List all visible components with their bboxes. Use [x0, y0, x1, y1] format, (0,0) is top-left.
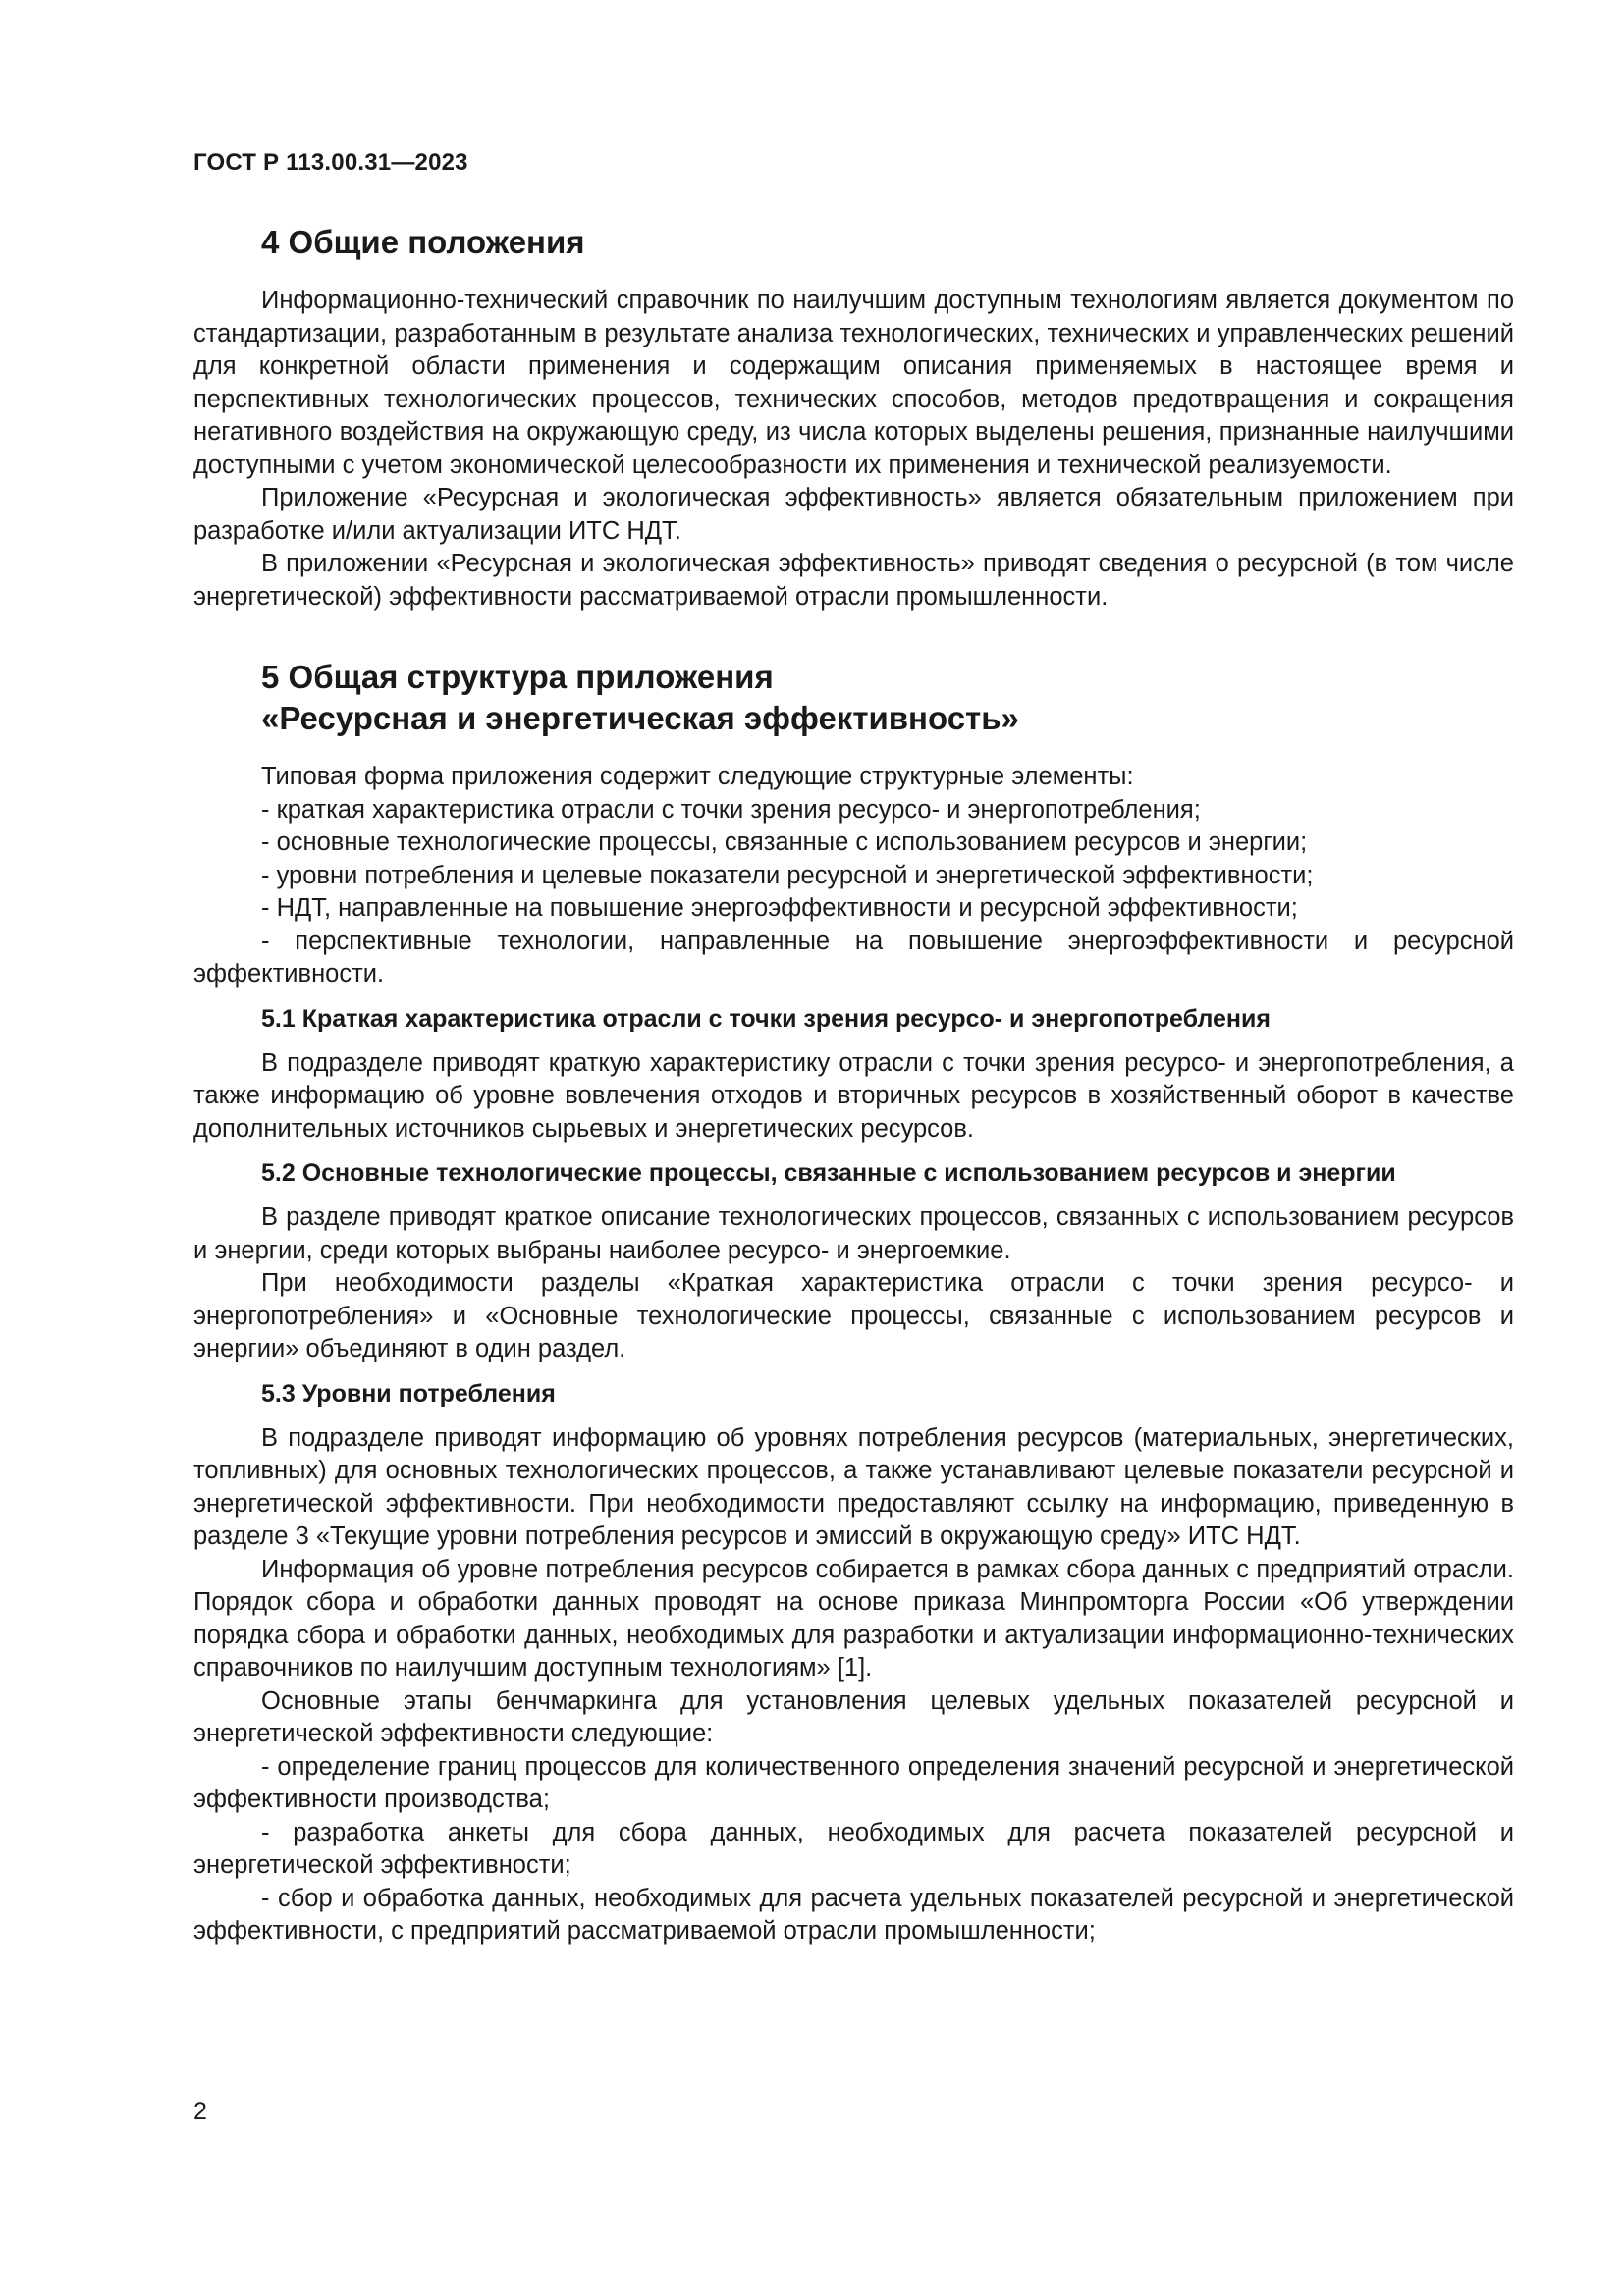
subsection-5-3-list-item: - сбор и обработка данных, необходимых для расчета удельных показателей ресурсной и энергетической эффективности, с предприятий рассматриваемой отрасли промышленности;: [193, 1884, 1514, 1945]
subsection-5-2-paragraph-2: При необходимости разделы «Краткая характеристика отрасли с точки зрения ресурсо- и энергопотребления» и «Основные технологические процессы, связанные с использованием ресурсов и энергии» объединяют в один раздел.: [193, 1269, 1514, 1362]
subsection-5-3-paragraph-1: В подразделе приводят информацию об уровнях потребления ресурсов (материальных, энергетических, топливных) для основных технологических процессов, а также устанавливают целевые показатели ресурсной и энергетической эффективности. При необходимости предоставляют ссылку на информацию, приведенную в разделе 3 «Текущие уровни потребления ресурсов и эмиссий в окружающую среду» ИТС НДТ.: [193, 1423, 1514, 1550]
section-4-title: 4 Общие положения: [261, 224, 585, 260]
section-5-title-line-1: 5 Общая структура приложения: [261, 659, 774, 695]
page-content: [193, 222, 1514, 1949]
section-4-paragraph-3: В приложении «Ресурсная и экологическая эффективность» приводят сведения о ресурсной (в том числе энергетической) эффективности рассматриваемой отрасли промышленности.: [193, 550, 1514, 611]
section-5-intro: Типовая форма приложения содержит следующие структурные элементы:: [261, 763, 1134, 790]
subsection-5-3-list-item: - разработка анкеты для сбора данных, необходимых для расчета показателей ресурсной и энергетической эффективности;: [193, 1818, 1514, 1879]
section-4-paragraph-1: Информационно-технический справочник по наилучшим доступным технологиям является документом по стандартизации, разработанным в результате анализа технологических, технических и управленческих решений для конкретной области применения и содержащим описания применяемых в настоящее время и перспективных технологических процессов, технических способов, методов предотвращения и сокращения негативного воздействия на окружающую среду, из числа которых выделены решения, признанные наилучшими доступными с учетом экономической целесообразности их применения и технической реализуемости.: [193, 287, 1514, 479]
subsection-5-2-paragraph-1: В разделе приводят краткое описание технологических процессов, связанных с использованием ресурсов и энергии, среди которых выбраны наиболее ресурсо- и энергоемкие.: [193, 1203, 1514, 1264]
subsection-5-3-list-item: - определение границ процессов для количественного определения значений ресурсной и энергетической эффективности производства;: [193, 1752, 1514, 1813]
document-code-header: ГОСТ Р 113.00.31—2023: [193, 149, 468, 176]
section-4-paragraph-2: Приложение «Ресурсная и экологическая эффективность» является обязательным приложением при разработке и/или актуализации ИТС НДТ.: [193, 484, 1514, 545]
subsection-5-1-title: 5.1 Краткая характеристика отрасли с точки зрения ресурсо- и энергопотребления: [261, 1004, 1271, 1033]
section-5-list-item: - основные технологические процессы, связанные с использованием ресурсов и энергии;: [261, 828, 1308, 856]
section-5-list-item: - уровни потребления и целевые показатели ресурсной и энергетической эффективности;: [261, 861, 1314, 889]
section-5-list-item: - перспективные технологии, направленные на повышение энергоэффективности и ресурсной эффективности.: [193, 927, 1514, 988]
section-5-list-item: - НДТ, направленные на повышение энергоэффективности и ресурсной эффективности;: [261, 894, 1298, 922]
section-5-title-line-2: «Ресурсная и энергетическая эффективность»: [261, 700, 1019, 736]
subsection-5-3-paragraph-2: Информация об уровне потребления ресурсов собирается в рамках сбора данных с предприятий отрасли. Порядок сбора и обработки данных проводят на основе приказа Минпромторга России «Об утверждении порядка сбора и обработки данных, необходимых для разработки и актуализации информационно-технических справочников по наилучшим доступным технологиям» [1].: [193, 1555, 1514, 1682]
section-5-list-item: - краткая характеристика отрасли с точки зрения ресурсо- и энергопотребления;: [261, 795, 1201, 824]
page-number: 2: [193, 2098, 207, 2125]
subsection-5-3-paragraph-3: Основные этапы бенчмаркинга для установления целевых удельных показателей ресурсной и энергетической эффективности следующие:: [193, 1686, 1514, 1747]
section-5-title: [193, 657, 1514, 739]
subsection-5-1-paragraph-1: В подразделе приводят краткую характеристику отрасли с точки зрения ресурсо- и энергопотребления, а также информацию об уровне вовлечения отходов и вторичных ресурсов в хозяйственный оборот в качестве дополнительных источников сырьевых и энергетических ресурсов.: [193, 1048, 1514, 1143]
subsection-5-2-title: 5.2 Основные технологические процессы, связанные с использованием ресурсов и энергии: [261, 1159, 1396, 1187]
subsection-5-3-title: 5.3 Уровни потребления: [261, 1379, 556, 1408]
